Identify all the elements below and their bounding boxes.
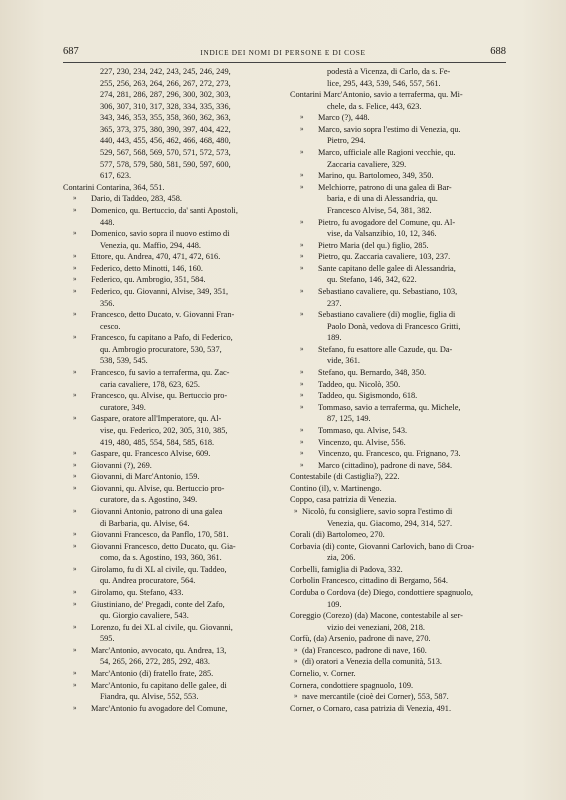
ditto-mark: » (300, 368, 304, 377)
index-line (63, 437, 281, 449)
index-entry-text: qu. Stefano, 146, 342, 622. (327, 275, 417, 285)
index-line (63, 599, 281, 611)
index-entry-text: Corner, o Cornaro, casa patrizia di Venezia, 491. (290, 703, 452, 713)
index-line (290, 622, 508, 634)
ditto-mark: » (73, 588, 77, 597)
index-line (63, 344, 281, 356)
index-entry-text: podestà a Vicenza, di Carlo, da s. Fe- (327, 67, 451, 76)
ditto-mark: » (73, 599, 77, 608)
index-line (290, 321, 508, 333)
index-entry-text: Giovanni, di Marc'Antonio, 159. (91, 472, 200, 482)
index-line (290, 367, 508, 379)
index-entry-text: 365, 373, 375, 380, 390, 397, 404, 422, (100, 124, 231, 134)
index-line (290, 217, 508, 229)
index-entry-text: qu. Andrea procuratore, 564. (100, 576, 196, 586)
index-entry-text: Sante capitano delle galee di Alessandria, (318, 263, 456, 273)
index-entry-text: Paolo Donà, vedova di Francesco Gritti, (327, 321, 461, 331)
index-entry-text: 356. (100, 298, 115, 308)
index-line (290, 656, 508, 668)
index-entry-text: Federico, detto Minotti, 146, 160. (91, 263, 203, 273)
index-entry-text: como, da s. Agostino, 193, 360, 361. (100, 553, 222, 563)
index-line (63, 564, 281, 576)
index-line (63, 518, 281, 530)
ditto-mark: » (294, 657, 298, 666)
index-entry-text: Contarini Contarina, 364, 551. (63, 182, 165, 192)
index-entry-text: 440, 443, 455, 456, 462, 466, 468, 480, (100, 136, 231, 146)
index-line (290, 541, 508, 553)
ditto-mark: » (73, 541, 77, 550)
index-entry-text: Zaccaria cavaliere, 329. (327, 159, 407, 169)
ditto-mark: » (73, 194, 77, 203)
index-entry-text: curatore, 349. (100, 402, 146, 412)
index-line (63, 691, 281, 703)
index-entry-text: Girolamo, qu. Stefano, 433. (91, 588, 184, 598)
index-entry-text: qu. Giorgio cavaliere, 543. (100, 611, 189, 621)
index-line (63, 460, 281, 472)
ditto-mark: » (73, 205, 77, 214)
index-entry-text: Francesco, qu. Alvise, qu. Bertuccio pro- (91, 391, 228, 401)
index-entry-text: Marino, qu. Bartolomeo, 349, 350. (318, 171, 434, 181)
ditto-mark: » (73, 449, 77, 458)
index-entry-text: vide, 361. (327, 356, 360, 366)
index-entry-text: Stefano, fu esattore alle Cazude, qu. Da- (318, 344, 453, 354)
index-entry-text: 274, 281, 286, 287, 296, 300, 302, 303, (100, 90, 231, 100)
index-entry-text: Tommaso, qu. Alvise, 543. (318, 425, 408, 435)
index-entry-text: Taddeo, qu. Sigismondo, 618. (318, 391, 418, 401)
index-entry-text: Francesco, fu savio a terraferma, qu. Zac- (91, 368, 230, 378)
ditto-mark: » (300, 402, 304, 411)
ditto-mark: » (294, 506, 298, 515)
index-entry-text: Coreggio (Corezo) (da) Macone, contestabile al ser- (290, 611, 463, 621)
ditto-mark: » (300, 240, 304, 249)
index-line (63, 587, 281, 599)
index-line (63, 159, 281, 171)
index-line (290, 66, 508, 78)
index-line (63, 66, 281, 78)
ditto-mark: » (73, 368, 77, 377)
index-line (290, 448, 508, 460)
index-entry-text: Vincenzo, qu. Alvise, 556. (318, 437, 406, 447)
index-line (290, 680, 508, 692)
index-line (63, 390, 281, 402)
index-entry-text: Marc'Antonio (di) fratello frate, 285. (91, 669, 214, 679)
index-line (63, 321, 281, 333)
index-entry-text: 595. (100, 634, 115, 644)
index-entry-text: Marco, ufficiale alle Ragioni vecchie, qu. (318, 148, 456, 158)
index-entry-text: Lorenzo, fu dei XL al civile, qu. Giovanni, (91, 622, 233, 632)
index-line (290, 610, 508, 622)
index-line (290, 413, 508, 425)
ditto-mark: » (73, 645, 77, 654)
index-entry-text: 529, 567, 568, 569, 570, 571, 572, 573, (100, 148, 231, 158)
index-line (63, 89, 281, 101)
index-line (63, 240, 281, 252)
index-entry-text: Giustiniano, de' Pregadi, conte del Zafo, (91, 599, 225, 609)
ditto-mark: » (73, 622, 77, 631)
index-line (63, 656, 281, 668)
ditto-mark: » (300, 182, 304, 191)
index-line (290, 182, 508, 194)
index-line (290, 135, 508, 147)
index-line (290, 101, 508, 113)
index-line (63, 506, 281, 518)
index-line (63, 645, 281, 657)
page-header (0, 46, 566, 60)
ditto-mark: » (73, 286, 77, 295)
index-line (290, 78, 508, 90)
index-entry-text: 617, 623. (100, 171, 132, 181)
index-entry-text: Sebastiano cavaliere (di) moglie, figlia di (318, 310, 456, 320)
index-line (63, 355, 281, 367)
index-line (63, 112, 281, 124)
index-entry-text: Venezia, qu. Giacomo, 294, 314, 527. (327, 518, 453, 528)
index-entry-text: 227, 230, 234, 242, 243, 245, 246, 249, (100, 67, 231, 76)
index-entry-text: vizio dei veneziani, 208, 218. (327, 622, 425, 632)
index-entry-text: Corali (di) Bartolomeo, 270. (290, 530, 385, 540)
index-entry-text: Corbelli, famiglia di Padova, 332. (290, 564, 403, 574)
index-line (290, 379, 508, 391)
index-line (63, 448, 281, 460)
ditto-mark: » (300, 344, 304, 353)
index-line (63, 135, 281, 147)
ditto-mark: » (73, 310, 77, 319)
index-line (290, 425, 508, 437)
index-entry-text: Marco, savio sopra l'estimo di Venezia, qu. (318, 124, 461, 134)
ditto-mark: » (73, 483, 77, 492)
index-line (290, 193, 508, 205)
ditto-mark: » (300, 113, 304, 122)
index-entry-text: Stefano, qu. Bernardo, 348, 350. (318, 368, 427, 378)
ditto-mark: » (73, 333, 77, 342)
index-entry-text: Domenico, savio sopra il nuovo estimo di (91, 229, 230, 239)
index-entry-text: Marc'Antonio, avvocato, qu. Andrea, 13, (91, 645, 227, 655)
index-entry-text: Giovanni Francesco, detto Ducato, qu. Gia- (91, 541, 236, 551)
ditto-mark: » (73, 472, 77, 481)
index-entry-text: Francesco Alvise, 54, 381, 382. (327, 205, 432, 215)
index-entry-text: Gaspare, oratore all'Imperatore, qu. Al- (91, 414, 222, 424)
index-entry-text: Girolamo, fu di XL al civile, qu. Taddeo, (91, 564, 227, 574)
index-line (63, 205, 281, 217)
index-entry-text: Pietro, 294. (327, 136, 366, 146)
index-entry-text: 577, 578, 579, 580, 581, 590, 597, 600, (100, 159, 231, 169)
index-entry-text: Marco (cittadino), padrone di nave, 584. (318, 460, 453, 470)
index-line (63, 668, 281, 680)
index-line (290, 494, 508, 506)
index-entry-text: caria cavaliere, 178, 623, 625. (100, 379, 200, 389)
index-entry-text: 538, 539, 545. (100, 356, 148, 366)
ditto-mark: » (300, 425, 304, 434)
index-entry-text: Coppo, casa patrizia di Venezia. (290, 495, 397, 505)
index-entry-text: Giovanni, qu. Alvise, qu. Bertuccio pro- (91, 483, 225, 493)
index-entry-text: Marc'Antonio, fu capitano delle galee, di (91, 680, 227, 690)
index-line (63, 263, 281, 275)
index-line (290, 112, 508, 124)
index-line (290, 703, 508, 715)
index-line (63, 147, 281, 159)
index-line (63, 286, 281, 298)
ditto-mark: » (300, 391, 304, 400)
index-line (290, 274, 508, 286)
index-entry-text: 306, 307, 310, 317, 328, 334, 335, 336, (100, 101, 231, 111)
index-entry-text: Francesco, detto Ducato, v. Giovanni Fran- (91, 310, 235, 320)
index-line (290, 89, 508, 101)
index-entry-text: Nicolò, fu consigliere, savio sopra l'estimo di (302, 506, 453, 516)
index-entry-text: Giovanni Francesco, da Panflo, 170, 581. (91, 530, 229, 540)
index-entry-text: (di) oratori a Venezia della comunità, 513. (302, 657, 442, 667)
index-line (290, 402, 508, 414)
index-line (63, 228, 281, 240)
index-line (290, 575, 508, 587)
index-line (63, 703, 281, 715)
index-line (63, 610, 281, 622)
index-line (290, 205, 508, 217)
index-line (290, 228, 508, 240)
ditto-mark: » (73, 669, 77, 678)
ditto-mark: » (300, 460, 304, 469)
index-line (63, 622, 281, 634)
index-line (63, 680, 281, 692)
ditto-mark: » (300, 310, 304, 319)
ditto-mark: » (73, 275, 77, 284)
index-entry-text: 54, 265, 266, 272, 285, 292, 483. (100, 657, 210, 667)
index-line (290, 552, 508, 564)
index-entry-text: Pietro, fu avogadore del Comune, qu. Al- (318, 217, 456, 227)
index-entry-text: Gaspare, qu. Francesco Alvise, 609. (91, 449, 211, 459)
index-line (63, 402, 281, 414)
ditto-mark: » (300, 217, 304, 226)
index-line (63, 182, 281, 194)
index-line (63, 575, 281, 587)
index-entry-text: Dario, di Taddeo, 283, 458. (91, 194, 182, 204)
index-entry-text: Giovanni (?), 269. (91, 460, 152, 470)
index-entry-text: Contarini Marc'Antonio, savio a terraferma, qu. Mi- (290, 90, 463, 100)
index-entry-text: baria, e di una di Alessandria, qu. (327, 194, 438, 204)
index-line (290, 483, 508, 495)
index-line (63, 274, 281, 286)
index-entry-text: Cornelio, v. Corner. (290, 669, 356, 679)
index-entry-text: Giovanni Antonio, patrono di una galea (91, 506, 223, 516)
index-line (63, 298, 281, 310)
index-entry-text: 343, 346, 353, 355, 358, 360, 362, 363, (100, 113, 231, 123)
ditto-mark: » (300, 379, 304, 388)
index-entry-text: 87, 125, 149. (327, 414, 371, 424)
index-entry-text: vise, da Valsanzibio, 10, 12, 346. (327, 229, 437, 239)
ditto-mark: » (300, 124, 304, 133)
ditto-mark: » (73, 252, 77, 261)
index-line (63, 367, 281, 379)
index-entry-text: Corbolin Francesco, cittadino di Bergamo, 564. (290, 576, 448, 586)
index-line (63, 309, 281, 321)
index-entry-text: lice, 295, 443, 539, 546, 557, 561. (327, 78, 441, 88)
index-entry-text: curatore, da s. Agostino, 349. (100, 495, 198, 505)
index-column-left (63, 66, 281, 714)
ditto-mark: » (73, 564, 77, 573)
index-line (290, 668, 508, 680)
index-entry-text: Venezia, qu. Maffio, 294, 448. (100, 240, 202, 250)
index-line (290, 251, 508, 263)
index-entry-text: chele, da s. Felice, 443, 623. (327, 101, 422, 111)
ditto-mark: » (300, 252, 304, 261)
ditto-mark: » (300, 449, 304, 458)
index-line (63, 217, 281, 229)
index-line (290, 437, 508, 449)
index-entry-text: 255, 256, 263, 264, 266, 267, 272, 273, (100, 78, 231, 88)
index-line (290, 390, 508, 402)
index-line (63, 170, 281, 182)
ditto-mark: » (300, 171, 304, 180)
index-entry-text: 109. (327, 599, 342, 609)
index-line (290, 599, 508, 611)
index-entry-text: Marco (?), 448. (318, 113, 370, 123)
index-line (290, 633, 508, 645)
index-line (290, 332, 508, 344)
index-line (290, 124, 508, 136)
index-entry-text: 419, 480, 485, 554, 584, 585, 618. (100, 437, 215, 447)
index-line (63, 332, 281, 344)
ditto-mark: » (73, 680, 77, 689)
index-entry-text: Pietro Maria (del qu.) figlio, 285. (318, 240, 429, 250)
index-entry-text: vise, qu. Federico, 202, 305, 310, 385, (100, 425, 228, 435)
index-line (290, 286, 508, 298)
ditto-mark: » (300, 437, 304, 446)
index-line (290, 159, 508, 171)
index-line (63, 193, 281, 205)
index-entry-text: Domenico, qu. Bertuccio, da' santi Apostoli, (91, 205, 238, 215)
ditto-mark: » (294, 645, 298, 654)
index-line (290, 355, 508, 367)
index-entry-text: Melchiorre, patrono di una galea di Bar- (318, 182, 452, 192)
index-line (290, 344, 508, 356)
index-line (63, 483, 281, 495)
page-number-left: 687 (63, 46, 79, 57)
index-line (63, 124, 281, 136)
ditto-mark: » (73, 530, 77, 539)
index-line (63, 633, 281, 645)
index-entry-text: Marc'Antonio fu avogadore del Comune, (91, 703, 228, 713)
index-entry-text: 448. (100, 217, 115, 227)
index-line (290, 298, 508, 310)
index-line (63, 379, 281, 391)
index-line (290, 263, 508, 275)
header-rule (63, 62, 506, 63)
index-line (63, 413, 281, 425)
index-line (63, 541, 281, 553)
index-entry-text: (da) Francesco, padrone di nave, 160. (302, 645, 427, 655)
index-line (290, 460, 508, 472)
index-entry-text: cesco. (100, 321, 121, 331)
index-entry-text: Fiandra, qu. Alvise, 552, 553. (100, 692, 199, 702)
index-entry-text: Tommaso, savio a terraferma, qu. Michele, (318, 402, 461, 412)
index-entry-text: Sebastiano cavaliere, qu. Sebastiano, 103, (318, 286, 458, 296)
index-entry-text: Corbavia (di) conte, Giovanni Carlovich, bano di Croa- (290, 541, 475, 551)
index-entry-text: di Barbaria, qu. Alvise, 64. (100, 518, 190, 528)
index-entry-text: Cornera, condottiere spagnuolo, 109. (290, 680, 414, 690)
index-line (63, 251, 281, 263)
index-line (290, 147, 508, 159)
index-column-right (290, 66, 508, 714)
index-line (290, 506, 508, 518)
index-entry-text: Taddeo, qu. Nicolò, 350. (318, 379, 401, 389)
index-entry-text: Corduba o Cordova (de) Diego, condottiere spagnuolo, (290, 588, 473, 598)
index-entry-text: Pietro, qu. Zaccaria cavaliere, 103, 237. (318, 252, 451, 262)
ditto-mark: » (73, 391, 77, 400)
ditto-mark: » (300, 148, 304, 157)
ditto-mark: » (300, 263, 304, 272)
index-line (290, 691, 508, 703)
index-line (63, 101, 281, 113)
index-entry-text: Ettore, qu. Andrea, 470, 471, 472, 616. (91, 252, 221, 262)
index-entry-text: nave mercantile (cioè dei Corner), 553, 587. (302, 692, 449, 702)
index-entry-text: zia, 206. (327, 553, 356, 563)
index-entry-text: Contestabile (di Castiglia?), 222. (290, 472, 400, 482)
ditto-mark: » (73, 414, 77, 423)
index-line (63, 471, 281, 483)
index-line (63, 78, 281, 90)
index-line (290, 471, 508, 483)
ditto-mark: » (73, 229, 77, 238)
index-entry-text: 189. (327, 333, 342, 343)
index-entry-text: Vincenzo, qu. Francesco, qu. Frignano, 73. (318, 449, 461, 459)
index-line (290, 564, 508, 576)
index-line (63, 529, 281, 541)
ditto-mark: » (73, 460, 77, 469)
page-number-right: 688 (490, 46, 506, 57)
index-entry-text: qu. Ambrogio procuratore, 530, 537, (100, 344, 222, 354)
running-title: INDICE DEI NOMI DI PERSONE E DI COSE (200, 48, 366, 57)
index-line (290, 529, 508, 541)
index-entry-text: Federico, qu. Ambrogio, 351, 584. (91, 275, 206, 285)
index-line (63, 552, 281, 564)
ditto-mark: » (73, 703, 77, 712)
index-entry-text: Francesco, fu capitano a Pafo, di Federico, (91, 333, 233, 343)
index-line (63, 494, 281, 506)
index-line (290, 518, 508, 530)
index-entry-text: Contino (il), v. Martinengo. (290, 483, 382, 493)
ditto-mark: » (73, 263, 77, 272)
index-entry-text: 237. (327, 298, 342, 308)
index-line (63, 425, 281, 437)
index-entry-text: Federico, qu. Giovanni, Alvise, 349, 351, (91, 286, 229, 296)
ditto-mark: » (73, 506, 77, 515)
index-line (290, 587, 508, 599)
ditto-mark: » (300, 286, 304, 295)
index-line (290, 645, 508, 657)
index-line (290, 240, 508, 252)
index-line (290, 170, 508, 182)
ditto-mark: » (294, 692, 298, 701)
index-line (290, 309, 508, 321)
index-entry-text: Corfù, (da) Arsenio, padrone di nave, 270. (290, 634, 431, 644)
